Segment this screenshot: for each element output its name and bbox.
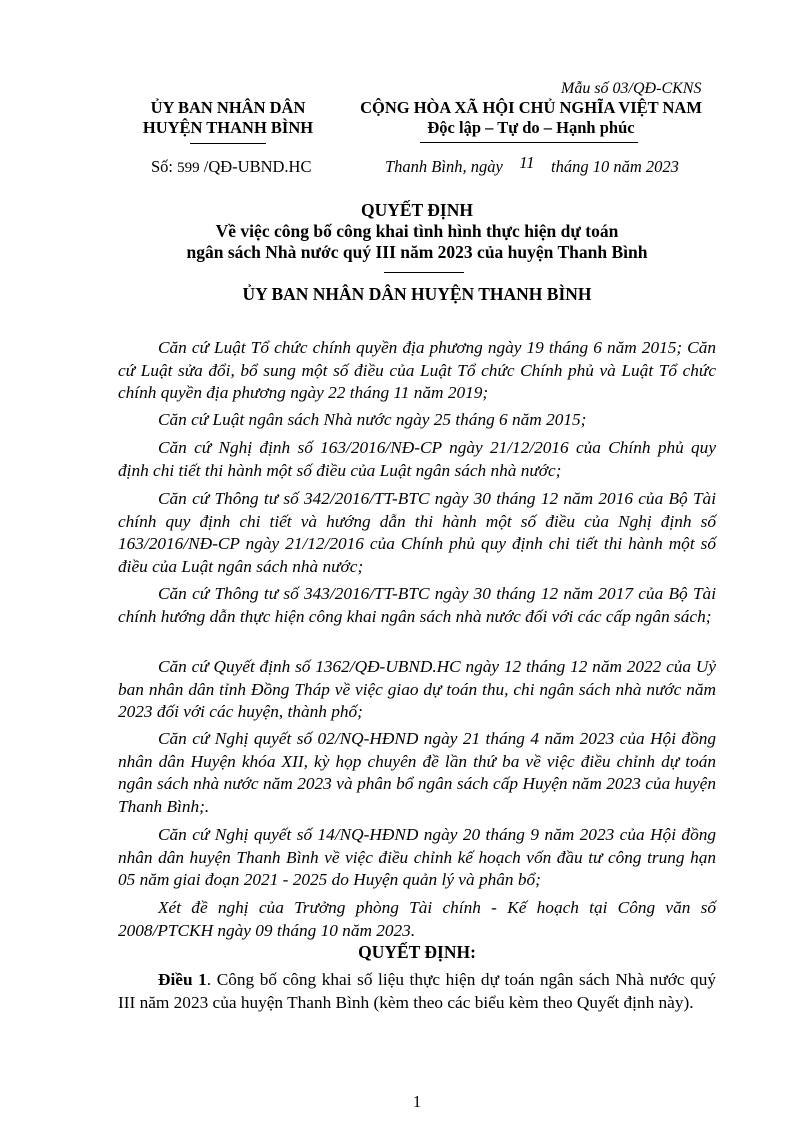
page-number: 1: [412, 1092, 422, 1111]
date-suffix: tháng 10 năm 2023: [551, 157, 679, 176]
doc-number-value: 599: [177, 160, 200, 176]
legal-basis-3: Căn cứ Nghị định số 163/2016/NĐ-CP ngày 21/12/2016 của Chính phủ quy định chi tiết thi hành một số điều của Luật ngân sách nhà nước;: [118, 438, 716, 480]
form-number: Mẫu số 03/QĐ-CKNS: [561, 80, 702, 97]
decision-subject-line1: Về việc công bố công khai tình hình thực hiện dự toán: [215, 221, 619, 241]
document-number: [151, 157, 311, 177]
article-1-label: Điều 1: [158, 970, 207, 989]
decision-title: QUYẾT ĐỊNH: [361, 200, 473, 220]
legal-basis-2: Căn cứ Luật ngân sách Nhà nước ngày 25 tháng 6 năm 2015;: [158, 410, 587, 429]
decision-heading: QUYẾT ĐỊNH:: [358, 942, 476, 962]
doc-number-prefix: Số:: [151, 157, 174, 176]
issuer-heading: ỦY BAN NHÂN DÂN HUYỆN THANH BÌNH: [242, 284, 592, 304]
motto-underline: [420, 142, 638, 143]
legal-basis-6: Căn cứ Quyết định số 1362/QĐ-UBND.HC ngày 12 tháng 12 năm 2022 của Uỷ ban nhân dân tỉnh Đồng Tháp về việc giao dự toán thu, chi ngân sách nhà nước năm 2023 đối với các huyện, thành phố;: [118, 657, 716, 721]
legal-basis-8: Căn cứ Nghị quyết số 14/NQ-HĐND ngày 20 tháng 9 năm 2023 của Hội đồng nhân dân huyện Thanh Bình về việc điều chỉnh kế hoạch vốn đầu tư công trung hạn 05 năm giai đoạn 2021 - 2025 do Huyện quản lý và phân bổ;: [118, 825, 716, 889]
proposal-basis: Xét đề nghị của Trưởng phòng Tài chính - Kế hoạch tại Công văn số 2008/PTCKH ngày 09 tháng 10 năm 2023.: [118, 898, 716, 940]
decision-subject-line2: ngân sách Nhà nước quý III năm 2023 của huyện Thanh Bình: [186, 242, 648, 262]
legal-basis-7: Căn cứ Nghị quyết số 02/NQ-HĐND ngày 21 tháng 4 năm 2023 của Hội đồng nhân dân Huyện khóa XII, kỳ họp chuyên đề lần thứ ba về việc điều chỉnh dự toán ngân sách nhà nước năm 2023 và phân bổ ngân sách cấp Huyện năm 2023 của huyện Thanh Bình;.: [118, 729, 716, 816]
agency-underline: [190, 143, 266, 144]
date-prefix: Thanh Bình, ngày: [385, 157, 503, 176]
agency-name-line1: ỦY BAN NHÂN DÂN: [150, 98, 306, 117]
title-underline: [384, 272, 464, 273]
document-date: [385, 153, 679, 177]
national-motto: Độc lập – Tự do – Hạnh phúc: [427, 118, 635, 137]
agency-name-line2: HUYỆN THANH BÌNH: [142, 118, 314, 137]
date-day: 11: [519, 153, 535, 172]
article-1: [118, 969, 716, 1014]
legal-basis-4: Căn cứ Thông tư số 342/2016/TT-BTC ngày 30 tháng 12 năm 2016 của Bộ Tài chính quy định chi tiết và hướng dẫn thi hành một số điều của Nghị định số 163/2016/NĐ-CP ngày 21/12/2016 của Chính phủ quy định chi tiết thi hành một số điều của Luật ngân sách nhà nước;: [118, 489, 716, 576]
article-1-text: . Công bố công khai số liệu thực hiện dự toán ngân sách Nhà nước quý III năm 2023 của huyện Thanh Bình (kèm theo các biểu kèm theo Quyết định này).: [118, 970, 717, 1012]
legal-basis-5: Căn cứ Thông tư số 343/2016/TT-BTC ngày 30 tháng 12 năm 2017 của Bộ Tài chính hướng dẫn thực hiện công khai ngân sách nhà nước đối với các cấp ngân sách;: [118, 584, 716, 626]
doc-number-suffix: /QĐ-UBND.HC: [203, 157, 312, 176]
legal-basis-1: Căn cứ Luật Tổ chức chính quyền địa phương ngày 19 tháng 6 năm 2015; Căn cứ Luật sửa đổi, bổ sung một số điều của Luật Tổ chức Chính phủ và Luật Tổ chức chính quyền địa phương ngày 22 tháng 11 năm 2019;: [118, 338, 716, 402]
national-title: CỘNG HÒA XÃ HỘI CHỦ NGHĨA VIỆT NAM: [360, 98, 702, 117]
